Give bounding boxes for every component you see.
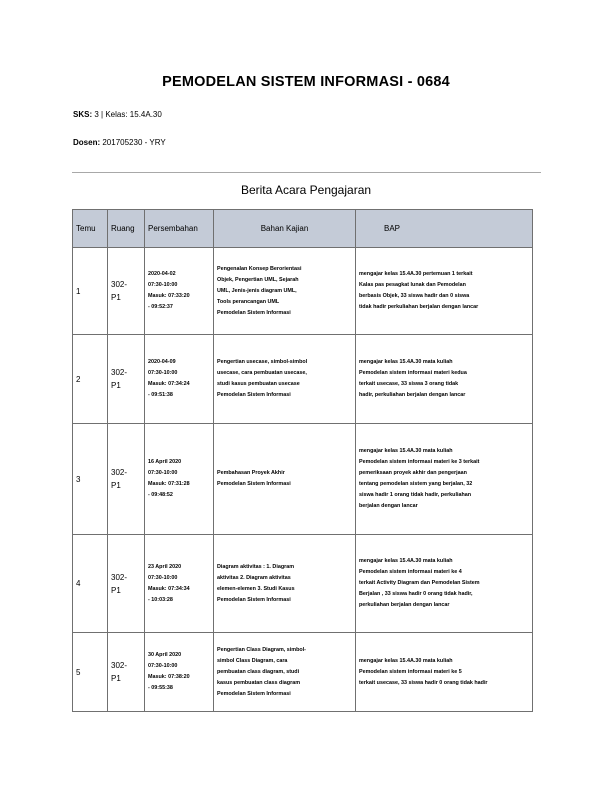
- cell-ruang: [108, 248, 145, 335]
- persembahan-line: 16 April 2020: [148, 459, 182, 465]
- persembahan-line: - 09:52:37: [148, 304, 173, 310]
- cell-bahan-kajian: [214, 248, 356, 335]
- ruang-line: P1: [111, 293, 121, 302]
- bahan-line: Pemodelan Sistem Informasi: [217, 392, 291, 398]
- cell-bap: [356, 248, 533, 335]
- ruang-line: P1: [111, 585, 121, 595]
- bap-line: mengajar kelas 15.4A.30 pertemuan 1 terkait: [359, 271, 473, 277]
- bap-line: terkait Activity Diagram dan Pemodelan Sistem: [359, 580, 480, 586]
- cell-persembahan: [145, 248, 214, 335]
- bahan-line: kasus pembuatan class diagram: [217, 679, 300, 686]
- cell-bap: [356, 633, 533, 712]
- bahan-line: elemen-elemen 3. Studi Kasus: [217, 585, 295, 592]
- bap-line: Pemodelan sistem informasi materi kedua: [359, 370, 467, 376]
- cell-bahan-kajian: [214, 335, 356, 424]
- berita-acara-table: [72, 209, 533, 712]
- table-row: [73, 535, 533, 633]
- persembahan-line: Masuk: 07:38:20: [148, 674, 190, 680]
- bahan-line: Pengenalan Konsep Berorientasi: [217, 265, 302, 272]
- dosen-label: Dosen:: [73, 138, 101, 147]
- cell-temu: 3: [73, 424, 108, 535]
- sks-label: SKS:: [73, 110, 93, 119]
- bahan-line: Objek, Pengertian UML, Sejarah: [217, 276, 299, 283]
- cell-temu: 1: [73, 248, 108, 335]
- bahan-line: UML, Jenis-jenis diagram UML,: [217, 287, 297, 294]
- table-row: [73, 633, 533, 712]
- cell-persembahan: [145, 424, 214, 535]
- bap-line: perkuliahan berjalan dengan lancar: [359, 602, 450, 608]
- bap-line: Pemodelan sistem informasi materi ke 3 terkait: [359, 459, 480, 465]
- bahan-line: simbol Class Diagram, cara: [217, 657, 288, 664]
- bap-line: terkait usecase, 33 siswa 3 orang tidak: [359, 381, 459, 387]
- cell-temu: 4: [73, 535, 108, 633]
- bap-line: Berjalan , 33 siswa hadir 0 orang tidak hadir,: [359, 591, 473, 597]
- ruang-line: P1: [111, 481, 121, 490]
- persembahan-line: 07:30-10:00: [148, 574, 178, 581]
- bap-line: tidak hadir perkuliahan berjalan dengan lancar: [359, 304, 479, 310]
- sks-value: 3 | Kelas: 15.4A.30: [94, 110, 162, 119]
- persembahan-line: Masuk: 07:33:20: [148, 293, 190, 299]
- bap-line: tentang pemodelan sistem yang berjalan, 32: [359, 481, 473, 487]
- bap-line: mengajar kelas 15.4A.30 mata kuliah: [359, 359, 453, 365]
- bahan-line: Tools perancangan UML: [217, 298, 280, 305]
- persembahan-line: 07:30-10:00: [148, 470, 178, 476]
- bahan-line: Pemodelan Sistem Informasi: [217, 690, 291, 697]
- bahan-line: studi kasus pembuatan usecase: [217, 381, 300, 387]
- persembahan-line: 07:30-10:00: [148, 282, 178, 288]
- cell-persembahan: [145, 335, 214, 424]
- bap-line: hadir, perkuliahan berjalan dengan lancar: [359, 392, 466, 398]
- ruang-line: P1: [111, 674, 121, 683]
- bahan-line: Pemodelan Sistem Informasi: [217, 596, 291, 603]
- bap-line: pemeriksaan proyek akhir dan pengerjaan: [359, 470, 467, 476]
- persembahan-line: 07:30-10:00: [148, 370, 178, 376]
- cell-bahan-kajian: [214, 535, 356, 633]
- cell-bap: [356, 424, 533, 535]
- cell-bahan-kajian: [214, 633, 356, 712]
- cell-ruang: [108, 633, 145, 712]
- bap-line: Kalas pas pesagkat lunak dan Pemodelan: [359, 282, 466, 288]
- col-header-bap: BAP: [356, 210, 533, 248]
- ruang-line: P1: [111, 381, 121, 390]
- bap-line: mengajar kelas 15.4A.30 mata kuliah: [359, 448, 453, 454]
- persembahan-line: - 09:48:52: [148, 492, 173, 498]
- cell-ruang: [108, 535, 145, 633]
- bap-line: Pemodelan sistem informasi materi ke 4: [359, 569, 462, 575]
- bahan-line: Pemodelan Sistem Informasi: [217, 309, 291, 316]
- bap-line: siswa hadir 1 orang tidak hadir, perkuliahan: [359, 492, 472, 498]
- bahan-line: Pengertian Class Diagram, simbol-: [217, 646, 306, 653]
- persembahan-line: 2020-04-02: [148, 271, 176, 277]
- cell-persembahan: [145, 535, 214, 633]
- col-header-ruang: Ruang: [108, 210, 145, 248]
- col-header-temu: Temu: [73, 210, 108, 248]
- ruang-line: 302-: [111, 572, 128, 582]
- persembahan-line: Masuk: 07:31:28: [148, 481, 190, 487]
- persembahan-line: 2020-04-09: [148, 359, 176, 365]
- persembahan-line: 07:30-10:00: [148, 663, 178, 669]
- bap-line: berbasis Objek, 33 siswa hadir dan 0 siswa: [359, 293, 470, 299]
- bahan-line: Pengertian usecase, simbol-simbol: [217, 359, 308, 365]
- cell-persembahan: [145, 633, 214, 712]
- dosen-line: [73, 138, 166, 147]
- bahan-line: usecase, cara pembuatan usecase,: [217, 370, 307, 376]
- table-row: [73, 424, 533, 535]
- col-header-bahan-kajian: Bahan Kajian: [214, 210, 356, 248]
- ruang-line: 302-: [111, 368, 128, 377]
- dosen-value: 201705230 - YRY: [102, 138, 166, 147]
- col-header-persembahan: Persembahan: [145, 210, 214, 248]
- bap-line: Pemodelan sistem informasi materi ke 5: [359, 668, 462, 675]
- bap-line: terkait usecase, 33 siswa hadir 0 orang tidak hadir: [359, 679, 488, 686]
- bahan-line: Pemodelan Sistem Informasi: [217, 481, 291, 487]
- cell-temu: 2: [73, 335, 108, 424]
- persembahan-line: - 09:55:38: [148, 685, 173, 691]
- cell-bap: [356, 335, 533, 424]
- cell-bahan-kajian: [214, 424, 356, 535]
- cell-ruang: [108, 424, 145, 535]
- bahan-line: Pembahasan Proyek Akhir: [217, 470, 285, 476]
- ruang-line: 302-: [111, 661, 128, 670]
- bahan-line: pembuatan class diagram, studi: [217, 668, 300, 675]
- table-row: [73, 335, 533, 424]
- ruang-line: 302-: [111, 280, 128, 289]
- persembahan-line: Masuk: 07:34:24: [148, 381, 190, 387]
- persembahan-line: 23 April 2020: [148, 563, 182, 570]
- cell-bap: [356, 535, 533, 633]
- bap-line: berjalan dengan lancar: [359, 503, 418, 509]
- table-header-row: [73, 210, 533, 248]
- ruang-line: 302-: [111, 468, 128, 477]
- persembahan-line: 30 April 2020: [148, 652, 182, 658]
- header-divider: [72, 172, 541, 173]
- persembahan-line: - 10:03:28: [148, 596, 173, 603]
- persembahan-line: - 09:51:38: [148, 392, 173, 398]
- cell-temu: 5: [73, 633, 108, 712]
- cell-ruang: [108, 335, 145, 424]
- persembahan-line: Masuk: 07:34:34: [148, 585, 190, 592]
- section-title: Berita Acara Pengajaran: [240, 183, 372, 197]
- sks-kelas-line: [73, 110, 162, 119]
- bahan-line: aktivitas 2. Diagram aktivitas: [217, 574, 291, 581]
- bap-line: mengajar kelas 15.4A.30 mata kuliah: [359, 657, 453, 664]
- bap-line: mengajar kelas 15.4A.30 mata kuliah: [359, 558, 453, 564]
- table-row: [73, 248, 533, 335]
- document-title: PEMODELAN SISTEM INFORMASI - 0684: [162, 74, 450, 90]
- bahan-line: Diagram aktivitas : 1. Diagram: [217, 563, 294, 570]
